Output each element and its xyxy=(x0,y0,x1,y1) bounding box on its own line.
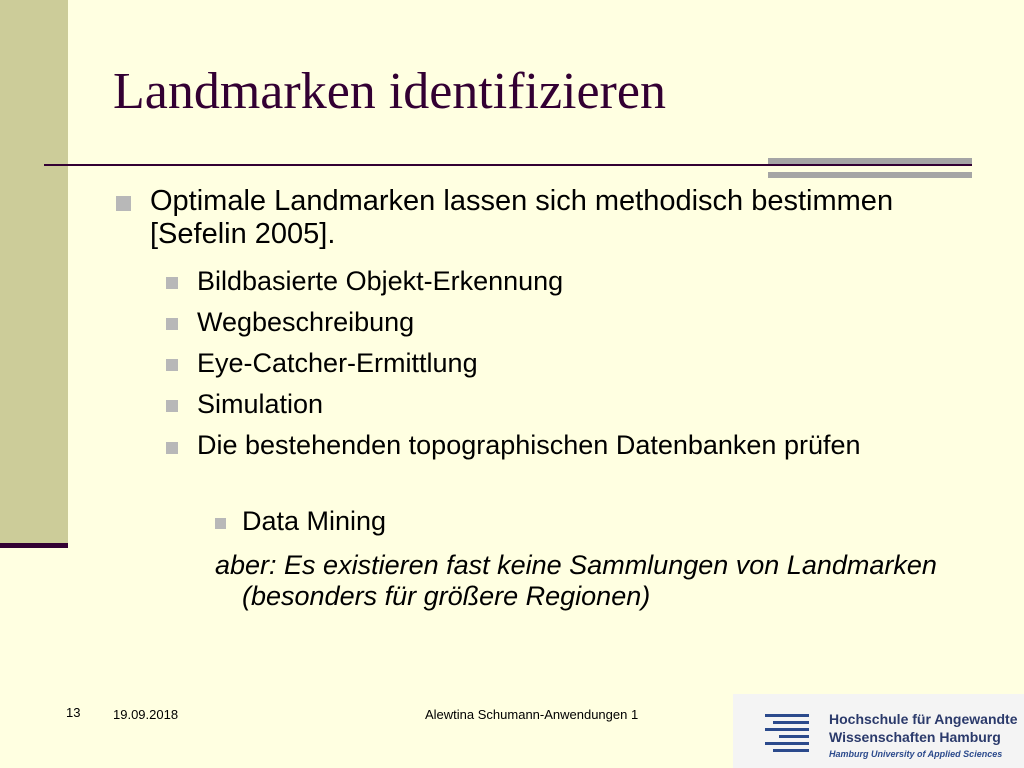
sub-bullet-text: Simulation xyxy=(197,389,324,419)
bullet-square-icon xyxy=(166,400,178,412)
bullet-square-icon xyxy=(116,196,131,211)
bullet-square-icon xyxy=(166,359,178,371)
sub-bullet-text: Bildbasierte Objekt-Erkennung xyxy=(197,266,564,296)
sub-bullet-text: Die bestehenden topographischen Datenbanken prüfen xyxy=(197,430,861,460)
haw-stripes-logo-icon xyxy=(765,714,809,756)
left-sidebar-decoration xyxy=(0,0,68,545)
footer-date: 19.09.2018 xyxy=(113,707,179,722)
subsub-bullet-text: Data Mining xyxy=(242,506,387,536)
title-accent-bar xyxy=(768,172,972,178)
logo-text-line1: Hochschule für Angewandte xyxy=(829,711,1018,727)
footer-center-text: Alewtina Schumann-Anwendungen 1 xyxy=(425,707,639,722)
logo-text-line2: Wissenschaften Hamburg xyxy=(829,729,1001,745)
note-text: aber: Es existieren fast keine Sammlungen von Landmarken (besonders für größere Regionen) xyxy=(215,550,937,612)
title-rule xyxy=(44,164,972,166)
bullet-square-icon xyxy=(215,518,226,529)
university-logo xyxy=(733,694,1024,768)
bullet-square-icon xyxy=(166,318,178,330)
logo-text-line3: Hamburg University of Applied Sciences xyxy=(829,749,1003,759)
title-accent-bar xyxy=(768,158,972,164)
sidebar-rule xyxy=(0,543,68,548)
bullet-main-text: Optimale Landmarken lassen sich methodisch bestimmen [Sefelin 2005]. xyxy=(150,185,894,251)
bullet-square-icon xyxy=(166,277,178,289)
sub-bullet-text: Eye-Catcher-Ermittlung xyxy=(197,348,478,378)
slide-title: Landmarken identifizieren xyxy=(113,63,666,120)
page-number: 13 xyxy=(66,705,81,720)
bullet-square-icon xyxy=(166,442,178,454)
sub-bullet-text: Wegbeschreibung xyxy=(197,307,415,337)
